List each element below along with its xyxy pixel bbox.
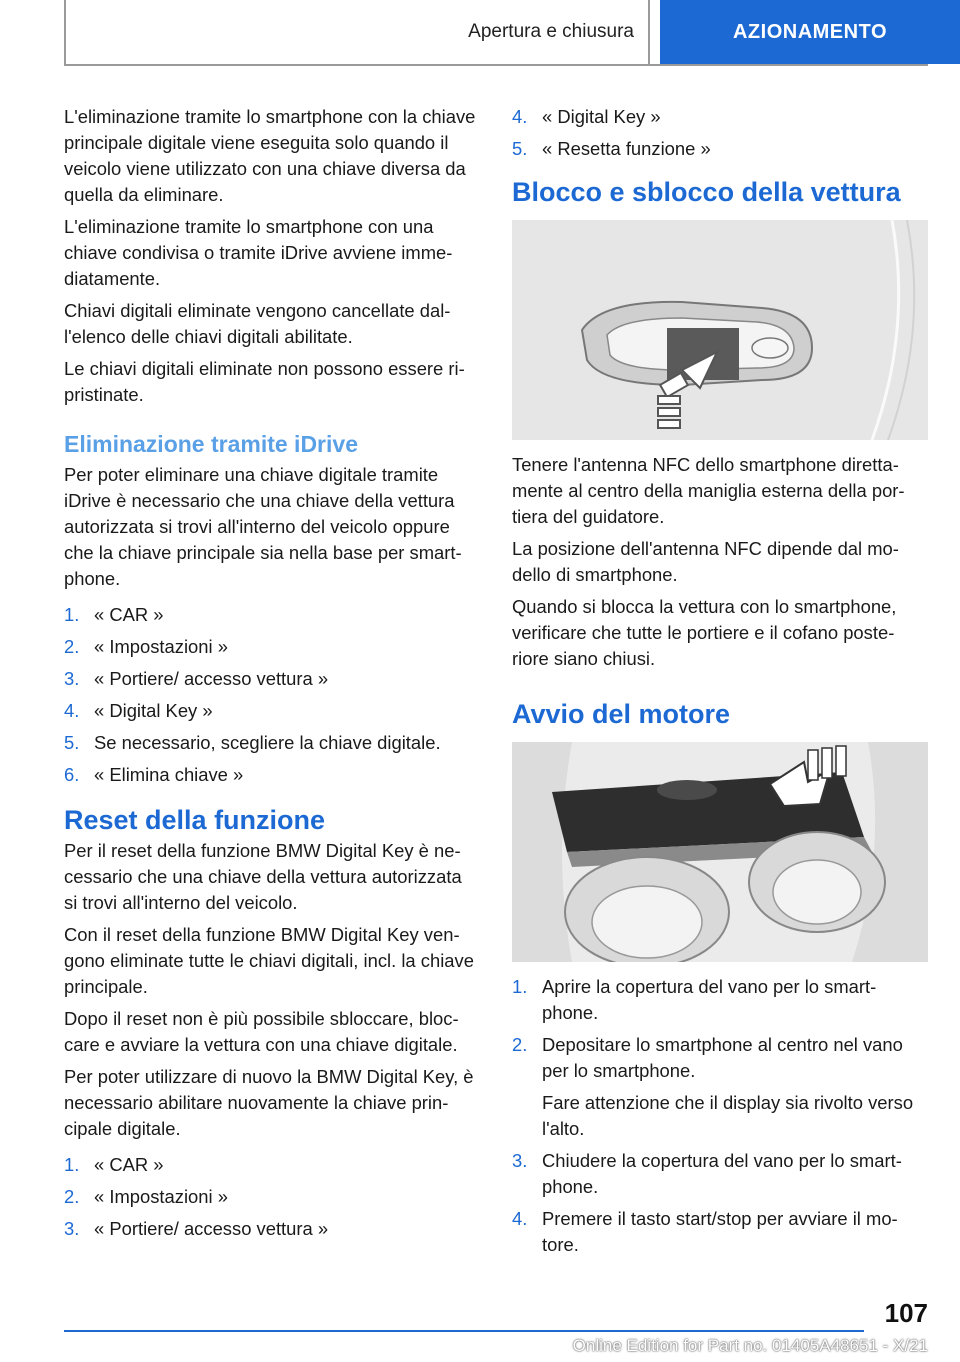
step-number: 5.: [64, 732, 80, 753]
heading-idrive: Eliminazione tramite iDrive: [64, 431, 358, 457]
list-item: [512, 104, 928, 130]
paragraph: Per poter eliminare una chiave digitale tramite iDrive è necessario che una chiave della vettura autorizzata si trovi all'interno del veicolo oppure che la chiave principale sia nella base per smart-phone.: [64, 464, 462, 589]
step-number: 3.: [64, 668, 80, 689]
cupholder-tray-icon: [512, 742, 928, 962]
step-number: 5.: [512, 138, 528, 159]
step-text: Aprire la copertura del vano per lo smart-phone.: [542, 976, 877, 1023]
step-number: 1.: [64, 1154, 80, 1175]
step-number: 6.: [64, 764, 80, 785]
paragraph: Dopo il reset non è più possibile sbloccare, bloc-care e avviare la vettura con una chiave digitale.: [64, 1008, 459, 1055]
door-handle-icon: [512, 220, 928, 440]
steps-start: [512, 974, 928, 1258]
step-number: 2.: [512, 1034, 528, 1055]
chapter-tab[interactable]: AZIONAMENTO: [660, 0, 960, 64]
right-column: [512, 104, 928, 1264]
step-text: « Impostazioni »: [94, 1186, 228, 1207]
footer-edition: Online Edition for Part no. 01405A48651 - X/21: [572, 1336, 928, 1355]
steps-idrive: [64, 602, 478, 788]
step-number: 4.: [64, 700, 80, 721]
step-number: 4.: [512, 1208, 528, 1229]
step-text: Premere il tasto start/stop per avviare il mo-tore.: [542, 1208, 898, 1255]
list-item: [64, 1152, 478, 1178]
left-column: [64, 104, 478, 1248]
heading-start: Avvio del motore: [512, 699, 731, 729]
step-text: « Resetta funzione »: [542, 138, 711, 159]
paragraph: L'eliminazione tramite lo smartphone con la chiave principale digitale viene eseguita solo quando il veicolo viene utilizzato con una chiave diversa da quella da eliminare.: [64, 106, 476, 205]
step-text: « Portiere/ accesso vettura »: [94, 1218, 329, 1239]
list-item: [64, 666, 478, 692]
footer-rule: [64, 1330, 864, 1332]
section-title: Apertura e chiusura: [468, 21, 634, 42]
step-number: 4.: [512, 106, 528, 127]
heading-reset: Reset della funzione: [64, 805, 326, 835]
list-item: [64, 1184, 478, 1210]
step-text: « CAR »: [94, 1154, 164, 1175]
step-text-wrap: [542, 1032, 928, 1142]
list-item: [512, 1206, 928, 1258]
page-number: 107: [884, 1298, 928, 1328]
list-item: [64, 634, 478, 660]
step-text: Chiudere la copertura del vano per lo smart-phone.: [542, 1150, 902, 1197]
step-text: « Elimina chiave »: [94, 764, 244, 785]
paragraph: Chiavi digitali eliminate vengono cancellate dal-l'elenco delle chiavi digitali abilitate.: [64, 300, 451, 347]
paragraph: Per il reset della funzione BMW Digital Key è ne-cessario che una chiave della vettura autorizzata si trovi all'interno del veicolo.: [64, 840, 462, 913]
step-number: 1.: [512, 976, 528, 997]
step-number: 2.: [64, 636, 80, 657]
list-item: [64, 1216, 478, 1242]
paragraph: L'eliminazione tramite lo smartphone con una chiave condivisa o tramite iDrive avviene imme-diatamente.: [64, 216, 453, 289]
paragraph: Tenere l'antenna NFC dello smartphone diretta-mente al centro della maniglia esterna della por-tiera del guidatore.: [512, 454, 905, 527]
step-number: 3.: [512, 1150, 528, 1171]
step-number: 2.: [64, 1186, 80, 1207]
paragraph: Le chiavi digitali eliminate non possono essere ri-pristinate.: [64, 358, 465, 405]
paragraph: Quando si blocca la vettura con lo smartphone, verificare che tutte le portiere e il cofano poste-riore siano chiusi.: [512, 596, 897, 669]
step-text: « Impostazioni »: [94, 636, 228, 657]
paragraph: Per poter utilizzare di nuovo la BMW Digital Key, è necessario abilitare nuovamente la chiave prin-cipale digitale.: [64, 1066, 474, 1139]
step-number: 1.: [64, 604, 80, 625]
step-text: Depositare lo smartphone al centro nel vano per lo smartphone.: [542, 1034, 903, 1081]
paragraph: Con il reset della funzione BMW Digital Key ven-gono eliminate tutte le chiavi digitali, incl. la chiave principale.: [64, 924, 474, 997]
smartphone-tray-illustration: [512, 742, 928, 962]
step-number: 3.: [64, 1218, 80, 1239]
step-text: « Digital Key »: [542, 106, 661, 127]
paragraph: La posizione dell'antenna NFC dipende dal mo-dello di smartphone.: [512, 538, 899, 585]
step-text: « CAR »: [94, 604, 164, 625]
steps-reset-continued: [512, 104, 928, 162]
list-item: [512, 1148, 928, 1200]
list-item: [64, 762, 478, 788]
steps-reset: [64, 1152, 478, 1242]
step-text: « Digital Key »: [94, 700, 213, 721]
list-item: [64, 602, 478, 628]
list-item: [512, 974, 928, 1026]
list-item: [64, 698, 478, 724]
list-item: [512, 136, 928, 162]
step-text: « Portiere/ accesso vettura »: [94, 668, 329, 689]
list-item: [512, 1032, 928, 1142]
step-note: Fare attenzione che il display sia rivolto verso l'alto.: [542, 1092, 914, 1139]
header-rule: [64, 64, 928, 66]
step-text: Se necessario, scegliere la chiave digitale.: [94, 732, 441, 753]
door-handle-illustration: [512, 220, 928, 440]
list-item: [64, 730, 478, 756]
heading-lock: Blocco e sblocco della vettura: [512, 177, 901, 207]
